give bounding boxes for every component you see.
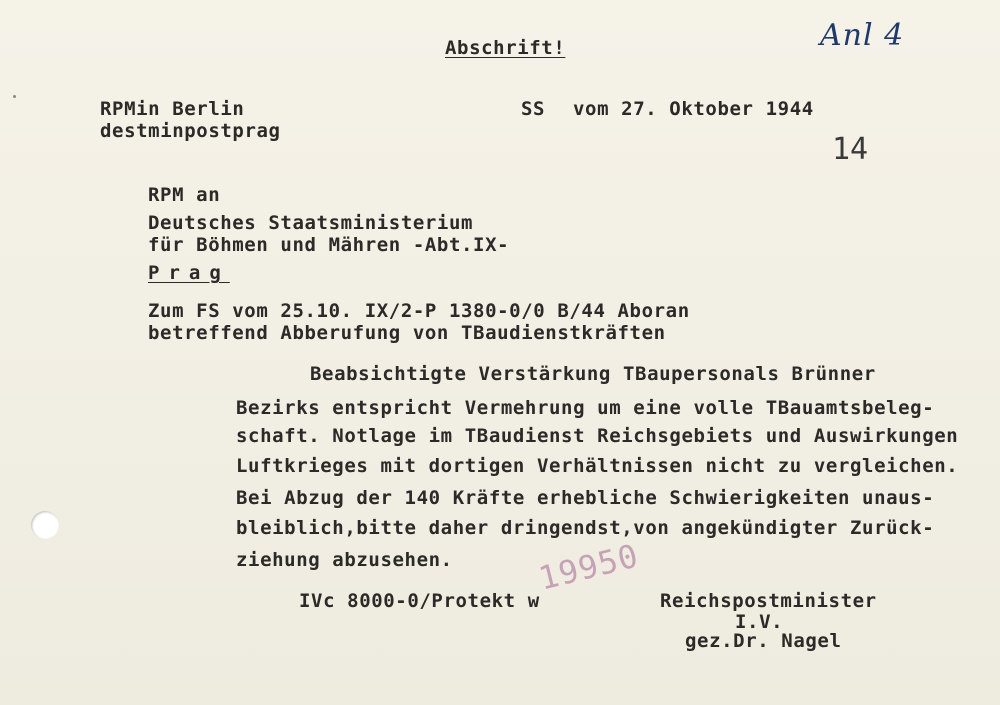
body-line: schaft. Notlage im TBaudienst Reichsgebiets und Auswirkungen [236,425,959,447]
priority-mark: SS [521,98,546,120]
recipient-line-3: für Böhmen und Mähren -Abt.IX- [148,234,510,256]
body-line: ziehung abzusehen. [236,549,453,571]
sender-line-1: RPMin Berlin [100,98,245,120]
recipient-line-2: Deutsches Staatsministerium [148,212,474,234]
handwritten-annotation: Anl 4 [820,18,905,53]
body-line: Luftkrieges mit dortigen Verhältnissen nicht zu vergleichen. [236,455,959,477]
recipient-line-1: RPM an [148,184,221,206]
body-line: bleiblich,bitte daher dringendst,von angekündigter Zurück- [236,517,935,539]
body-line: Bezirks entspricht Vermehrung um eine volle TBauamtsbeleg- [236,397,935,419]
stamp-number: 19950 [534,536,643,598]
recipient-city: Prag [148,262,230,284]
signatory-iv: I.V. [735,611,784,633]
file-reference: IVc 8000-0/Protekt w [299,590,540,612]
body-line: Bei Abzug der 140 Kräfte erhebliche Schwierigkeiten unaus- [236,487,935,509]
signature-line: gez.Dr. Nagel [685,630,842,652]
punch-hole [31,511,59,539]
reference-line-2: betreffend Abberufung von TBaudienstkräften [148,322,666,344]
body-line: Beabsichtigte Verstärkung TBaupersonals Brünner [310,363,876,385]
document-heading: Abschrift! [445,37,566,59]
reference-line-1: Zum FS vom 25.10. IX/2-P 1380-0/0 B/44 Aboran [148,300,690,322]
page-number: 14 [832,132,869,167]
date-text: vom 27. Oktober 1944 [573,98,814,120]
paper-mark [13,95,16,98]
sender-line-2: destminpostprag [100,120,281,142]
signatory-title: Reichspostminister [660,590,877,612]
